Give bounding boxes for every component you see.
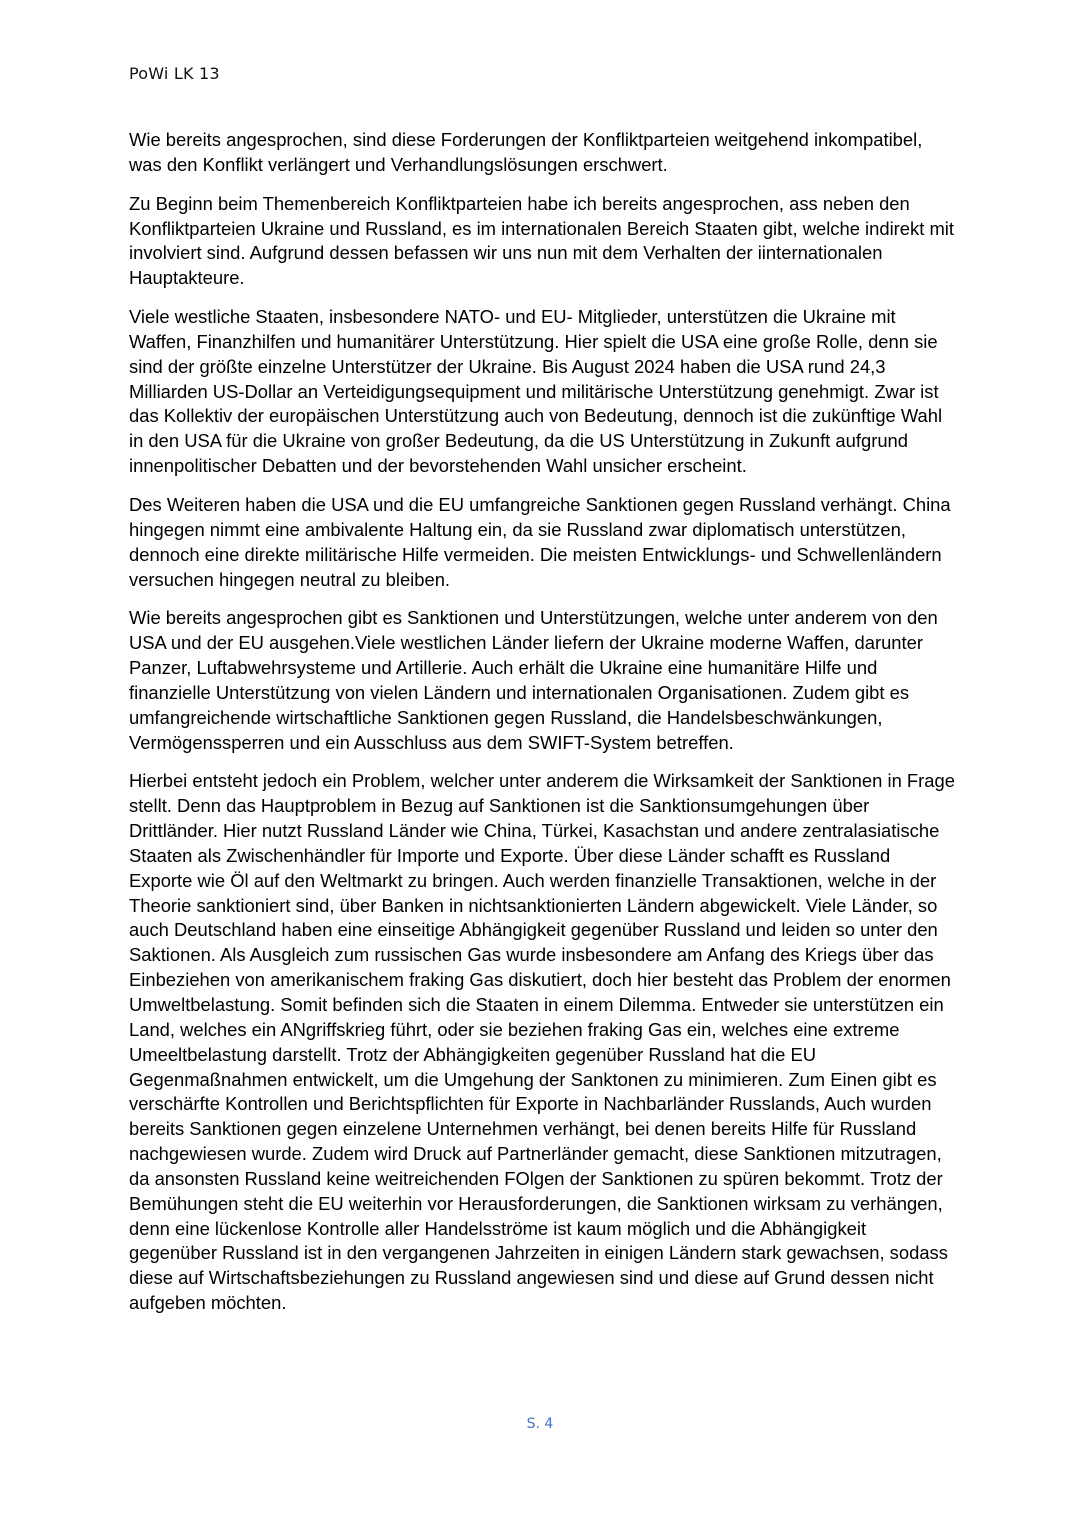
paragraph: Viele westliche Staaten, insbesondere NATO- und EU- Mitglieder, unterstützen die Ukraine mit Waffen, Finanzhilfen und humanitärer Unterstützung. Hier spielt die USA eine große Rolle, denn sie sind der größte einzelne Unterstützer der Ukraine. Bis August 2024 haben die USA rund 24,3 Milliarden US-Dollar an Verteidigungsequipment und militärische Unterstützung genehmigt. Zwar ist das Kollektiv der europäischen Unterstützung auch von Bedeutung, dennoch ist die zukünftige Wahl in den USA für die Ukraine von großer Bedeutung, da die US Unterstützung in Zukunft aufgrund innenpolitischer Debatten und der bevorstehenden Wahl unsicher erscheint. bbox=[129, 306, 943, 477]
paragraph: Wie bereits angesprochen gibt es Sanktionen und Unterstützungen, welche unter anderem von den USA und der EU ausgehen.Viele westlichen Länder liefern der Ukraine moderne Waffen, darunter Panzer, Luftabwehrsysteme und Artillerie. Auch erhält die Ukraine eine humanitäre Hilfe und finanzielle Unterstützung von vielen Ländern und internationalen Organisationen. Zudem gibt es umfangreichende wirtschaftliche Sanktionen gegen Russland, die Handelsbeschwänkungen, Vermögenssperren und ein Ausschluss aus dem SWIFT-System betreffen. bbox=[129, 607, 938, 753]
paragraph: Wie bereits angesprochen, sind diese Forderungen der Konfliktparteien weitgehend inkompatibel, was den Konflikt verlängert und Verhandlungslösungen erschwert. bbox=[129, 129, 923, 175]
page-header: PoWi LK 13 bbox=[129, 64, 220, 83]
paragraph: Des Weiteren haben die USA und die EU umfangreiche Sanktionen gegen Russland verhängt. China hingegen nimmt eine ambivalente Haltung ein, da sie Russland zwar diplomatisch unterstützen, dennoch eine direkte militärische Hilfe vermeiden. Die meisten Entwicklungs- und Schwellenländern versuchen hingegen neutral zu bleiben. bbox=[129, 493, 951, 590]
page-body bbox=[129, 128, 957, 1330]
paragraph: Zu Beginn beim Themenbereich Konfliktparteien habe ich bereits angesprochen, ass neben den Konfliktparteien Ukraine und Russland, es im internationalen Bereich Staaten gibt, welche indirekt mit involviert sind. Aufgrund dessen befassen wir uns nun mit dem Verhalten der iinternationalen Hauptakteure. bbox=[129, 192, 954, 289]
page-number: S. 4 bbox=[526, 1416, 554, 1432]
paragraph: Hierbei entsteht jedoch ein Problem, welcher unter anderem die Wirksamkeit der Sanktionen in Frage stellt. Denn das Hauptproblem in Bezug auf Sanktionen ist die Sanktionsumgehungen über Drittländer. Hier nutzt Russland Länder wie China, Türkei, Kasachstan und andere zentralasiatische Staaten als Zwischenhändler für Importe und Exporte. Über diese Länder schafft es Russland Exporte wie Öl auf den Weltmarkt zu bringen. Auch werden finanzielle Transaktionen, welche in der Theorie sanktioniert sind, über Banken in nichtsanktionierten Ländern abgewickelt. Viele Länder, so auch Deutschland haben eine einseitige Abhängigkeit gegenüber Russland und leiden so unter den Saktionen. Als Ausgleich zum russischen Gas wurde insbesondere am Anfang des Kriegs über das Einbeziehen von amerikanischem fraking Gas diskutiert, doch hier besteht das Problem der enormen Umweltbelastung. Somit befinden sich die Staaten in einem Dilemma. Entweder sie unterstützen ein Land, welches ein ANgriffskrieg führt, oder sie beziehen fraking Gas ein, welches eine extreme Umeeltbelastung darstellt. Trotz der Abhängigkeiten gegenüber Russland hat die EU Gegenmaßnahmen entwickelt, um die Umgehung der Sanktonen zu minimieren. Zum Einen gibt es verschärfte Kontrollen und Berichtspflichten für Exporte in Nachbarländer Russlands, Auch wurden bereits Sanktionen gegen einzelene Unternehmen verhängt, bei denen bereits Hilfe für Russland nachgewiesen wurde. Zudem wird Druck auf Partnerländer gemacht, diese Sanktionen mitzutragen, da ansonsten Russland keine weitreichenden FOlgen der Sanktionen zu spüren bekommt. Trotz der Bemühungen steht die EU weiterhin vor Herausforderungen, die Sanktionen wirksam zu verhängen, denn eine lückenlose Kontrolle aller Handelsströme ist kaum möglich und die Abhängigkeit gegenüber Russland ist in den vergangenen Jahrzeiten in einigen Ländern stark gewachsen, sodass diese auf Wirtschaftsbeziehungen zu Russland angewiesen sind und diese auf Grund dessen nicht aufgeben möchten. bbox=[129, 770, 955, 1314]
